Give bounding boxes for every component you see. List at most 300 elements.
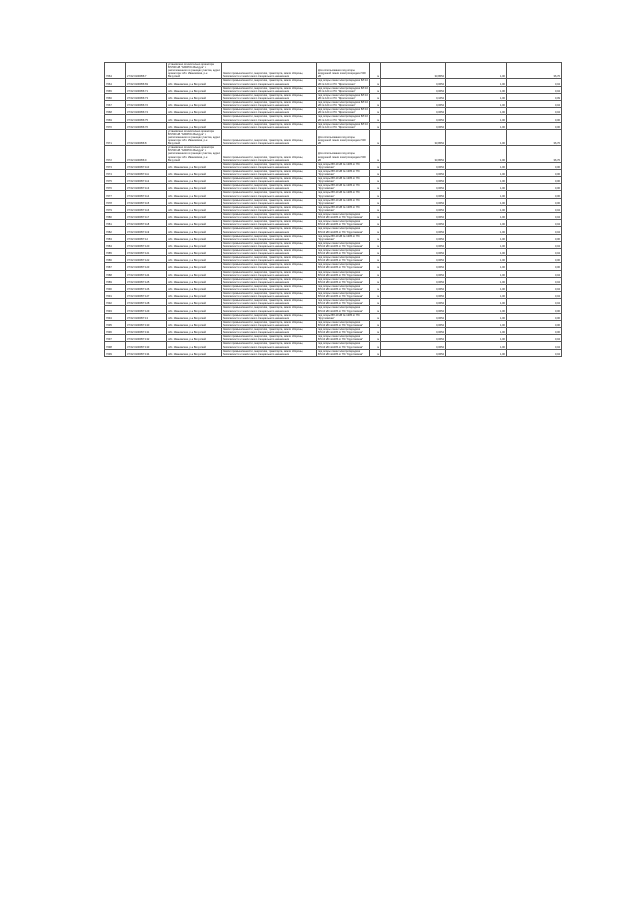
cell-cad: 37:02:0100957:116: [126, 205, 167, 212]
cell-purpose: под опоры линии электропередачи ВЛ 10 кВ № 124 от ПС "Ярополчская": [318, 86, 368, 93]
cell-purpose: под опоры линии электропередачи ВЛ-10 кВ №1205 от ПС "Кругловская": [317, 277, 370, 284]
cell-n: 7668: [105, 108, 126, 115]
table-row: [105, 205, 562, 212]
cell-n: 7681: [105, 220, 126, 227]
cell-use: Земли промышленности, энергетики, транспорта, земли обороны, безопасности и земли иного специального назначения: [222, 162, 317, 169]
cell-purpose: под опоры линии электропередачи ВЛ-10 кВ №1205 от ПС "Кругловская": [317, 349, 370, 356]
cell-loc: обл. Ивановская, р-н Вичугский: [167, 108, 222, 115]
cell-p2: 0,06: [507, 198, 562, 205]
cell-purpose: под опоры линии электропередачи ВЛ-10 кВ №1205 от ПС "Кругловская": [317, 342, 370, 349]
cell-p2: 0,06: [507, 234, 562, 241]
cell-area: 0,0654: [381, 198, 446, 205]
cell-purpose: под опоры линии электропередачи ВЛ-10 кВ №1205 от ПС "Кругловская": [317, 284, 370, 291]
cell-p1: 1,00: [446, 86, 507, 93]
cell-u: м: [370, 342, 381, 349]
cell-purpose: Для использования под опоры воздушной линии электропередачи 500 кВ: [317, 129, 370, 145]
cell-p1: 1,00: [446, 277, 507, 284]
cell-area: 0,0654: [381, 227, 446, 234]
cell-loc: обл. Ивановская, р-н Вичугский: [167, 328, 222, 335]
cell-n: 7679: [105, 205, 126, 212]
cell-loc: установлено относительно ориентира ВЛ-500 кВ "ХАБРОС-Валдуга" г. расположенного в границах участка, адрес ориентира: обл. Ивановская, р-н Вичугский: [168, 146, 221, 162]
cell-use: Земли промышленности, энергетики, транспорта, земли обороны, безопасности и земли иного специального назначения: [222, 313, 317, 320]
cell-cad: 37:02:0100956:76: [126, 122, 167, 129]
cell-u: м: [370, 205, 381, 212]
cell-p1: 1,00: [446, 122, 507, 129]
cell-p1: 1,00: [446, 205, 507, 212]
cell-p1: 1,00: [446, 270, 507, 277]
cell-area: 0,0654: [381, 241, 446, 248]
cell-n: 7676: [105, 184, 126, 191]
cell-n: 7674: [105, 169, 126, 176]
cell-n: 7696: [105, 328, 126, 335]
cell-area: 0,0654: [381, 115, 446, 122]
table-row: [105, 162, 562, 169]
cell-use: Земли промышленности, энергетики, транспорта, земли обороны, безопасности и земли иного специального назначения: [222, 248, 317, 255]
cell-purpose: под опоры ВЛ-10 кВ № 1205 от ПС "Кругловская": [317, 313, 370, 320]
cell-area: 0,0654: [381, 335, 446, 342]
cell-cad: 37:02:0100957:125: [126, 277, 167, 284]
cell-cad: 37:02:0100957:112: [126, 177, 167, 184]
cell-u: м: [370, 292, 381, 299]
cell-purpose: под опоры линии электропередачи ВЛ-10 кВ №1205 от ПС "Кругловская": [317, 270, 370, 277]
cell-cad: 37:02:0100957:123: [126, 263, 167, 270]
cell-p2: 0,04: [507, 342, 562, 349]
cell-u: м: [370, 108, 381, 115]
table-row: [105, 320, 562, 327]
cell-loc: обл. Ивановская, р-н Вичугский: [167, 162, 222, 169]
cell-p1: 1,00: [446, 234, 507, 241]
cell-p2: 0,04: [507, 277, 562, 284]
cell-n: 7686: [105, 256, 126, 263]
cell-area: 0,1654: [381, 93, 446, 100]
cell-area: 0,0654: [381, 284, 446, 291]
cell-use: Земли промышленности, энергетики, транспорта, земли обороны, безопасности и земли иного специального назначения: [222, 108, 317, 115]
cell-n: 7667: [105, 101, 126, 108]
cell-p1: 1,00: [446, 256, 507, 263]
cell-p1: 1,00: [446, 335, 507, 342]
cell-use: Земли промышленности, энергетики, транспорта, земли обороны, безопасности и земли иного специального назначения: [222, 349, 317, 356]
cell-cad: 37:02:0100957:114: [126, 191, 167, 198]
cell-purpose: под опоры ВЛ-10 кВ № 1205 от ПС "Кругловская": [317, 177, 370, 184]
cell-p1: 1,00: [446, 93, 507, 100]
cell-use: Земли промышленности, энергетики, транспорта, земли обороны, безопасности и земли иного специального назначения: [222, 241, 317, 248]
cell-loc: обл. Ивановская, р-н Вичугский: [167, 93, 222, 100]
cell-area: 0,0654: [381, 122, 446, 129]
table-row: [105, 169, 562, 176]
cell-p2: 0,04: [507, 270, 562, 277]
cell-area: 33,8654: [381, 129, 446, 145]
cell-cad: 37:02:0100957:132: [126, 335, 167, 342]
cell-p1: 1,00: [446, 108, 507, 115]
cell-loc: обл. Ивановская, р-н Вичугский: [167, 101, 222, 108]
cell-cad: 37:02:0100957:121: [126, 248, 167, 255]
cell-n: 7690: [105, 284, 126, 291]
cell-p1: 1,00: [446, 184, 507, 191]
cell-n: 7665: [105, 86, 126, 93]
cell-purpose: под опоры линии электропередачи ВЛ-10 кВ №1205 от ПС "Кругловская": [317, 299, 370, 306]
cell-n: 7693: [105, 306, 126, 313]
cell-p1: 1,00: [446, 263, 507, 270]
cell-loc: обл. Ивановская, р-н Вичугский: [167, 205, 222, 212]
cell-cad: 37:02:0100957:122: [126, 256, 167, 263]
cell-loc: обл. Ивановская, р-н Вичугский: [167, 241, 222, 248]
cell-use: Земли промышленности, энергетики, транспорта, земли обороны, безопасности и земли иного специального назначения: [222, 191, 317, 198]
cell-loc: обл. Ивановская, р-н Вичугский: [167, 313, 222, 320]
cell-n: 7684: [105, 241, 126, 248]
cell-area: 0,0654: [381, 313, 446, 320]
cell-p1: 1,00: [446, 101, 507, 108]
cell-area: 0,0654: [381, 213, 446, 220]
cell-u: м: [370, 93, 381, 100]
cell-n: 7673: [105, 162, 126, 169]
cell-u: м: [370, 256, 381, 263]
cell-u: м: [370, 79, 381, 86]
cell-cad: 37:02:0100957:118: [126, 220, 167, 227]
cell-u: м: [370, 349, 381, 356]
cell-loc: обл. Ивановская, р-н Вичугский: [167, 349, 222, 356]
cell-u: м: [370, 169, 381, 176]
cell-loc: обл. Ивановская, р-н Вичугский: [167, 169, 222, 176]
cell-u: м: [370, 146, 381, 162]
cell-area: 0,0654: [381, 101, 446, 108]
cell-purpose: под опоры линии электропередачи ВЛ-10 кВ №1205 от ПС "Кругловская": [317, 241, 370, 248]
cell-loc: обл. Ивановская, р-н Вичугский: [167, 284, 222, 291]
cell-loc: обл. Ивановская, р-н Вичугский: [167, 270, 222, 277]
cell-use: Земли промышленности, энергетики, транспорта, земли обороны, безопасности и земли иного специального назначения: [222, 306, 317, 313]
cell-purpose: под опоры линии электропередачи ВЛ-10 кВ №1205 от ПС "Кругловская": [317, 306, 370, 313]
cell-n: 7692: [105, 299, 126, 306]
cell-loc: обл. Ивановская, р-н Вичугский: [167, 184, 222, 191]
cell-cad: 37:02:0100956:72: [126, 101, 167, 108]
cell-area: 0,0654: [381, 108, 446, 115]
cell-use: Земли промышленности, энергетики, транспорта, земли обороны, безопасности и земли иного специального назначения: [222, 79, 317, 86]
cell-area: 0,0654: [381, 263, 446, 270]
cell-use: Земли промышленности, энергетики, транспорта, земли обороны, безопасности и земли иного специального назначения: [222, 227, 317, 234]
cell-cad: 37:02:0100957:12: [126, 234, 167, 241]
cell-area: 0,0654: [381, 342, 446, 349]
cell-u: м: [370, 63, 381, 79]
cell-purpose: Для использования под опоры воздушной линии электропередачи 500 кВ: [317, 63, 370, 79]
cell-n: 7664: [105, 63, 126, 79]
cell-p1: 1,00: [446, 169, 507, 176]
cell-use: Земли промышленности, энергетики, транспорта, земли обороны, безопасности и земли иного специального назначения: [222, 213, 317, 220]
cell-use: Земли промышленности, энергетики, транспорта, земли обороны, безопасности и земли иного специального назначения: [222, 299, 317, 306]
cell-purpose: под опоры ВЛ-10 кВ № 1205 от ПС "Кругловская": [317, 234, 370, 241]
cell-u: м: [370, 328, 381, 335]
cell-p2: 36,76: [507, 129, 562, 145]
cell-cad: 37:02:0100956:9: [126, 146, 167, 162]
cell-cad: 37:02:0100957:126: [126, 284, 167, 291]
cell-use: Земли промышленности, энергетики, транспорта, земли обороны, безопасности и земли иного специального назначения: [222, 205, 317, 212]
cell-purpose: под опоры линии электропередачи ВЛ 10 кВ № 124 от ПС "Ярополчская": [318, 79, 368, 86]
cell-use: Земли промышленности, энергетики, транспорта, земли обороны, безопасности и земли иного специального назначения: [222, 270, 317, 277]
cell-u: м: [370, 320, 381, 327]
cell-loc: обл. Ивановская, р-н Вичугский: [167, 220, 222, 227]
cell-p1: 1,00: [446, 162, 507, 169]
cell-purpose: Для использования под опоры воздушной линии электропередачи 500 кВ: [317, 146, 370, 162]
cell-purpose: под опоры линии электропередачи ВЛ 10 кВ № 124 от ПС "Ярополчская": [318, 122, 368, 129]
cell-purpose: под опоры линии электропередачи ВЛ-10 кВ №1205 от ПС "Кругловская": [317, 248, 370, 255]
cell-n: 7697: [105, 335, 126, 342]
table-row: [105, 191, 562, 198]
cell-use: Земли промышленности, энергетики, транспорта, земли обороны, безопасности и земли иного специального назначения: [222, 146, 317, 162]
cell-purpose: под опоры линии электропередачи ВЛ-10 кВ №1205 от ПС "Кругловская": [317, 256, 370, 263]
cell-cad: 37:02:0100957:124: [126, 270, 167, 277]
cell-u: м: [370, 227, 381, 234]
cell-p1: 1,00: [446, 115, 507, 122]
cell-cad: 37:02:0100957:120: [126, 241, 167, 248]
cell-p1: 1,00: [446, 342, 507, 349]
cell-p2: 0,06: [507, 256, 562, 263]
table-row: [105, 146, 562, 162]
cell-p2: 0,04: [507, 299, 562, 306]
cell-cad: 27:02:0100956:7: [126, 63, 167, 79]
cell-area: 0,0654: [381, 306, 446, 313]
cell-use: Земли промышленности, энергетики, транспорта, земли обороны, безопасности и земли иного специального назначения: [222, 320, 317, 327]
table-row: [105, 177, 562, 184]
cell-area: 33,8654: [381, 63, 446, 79]
cell-loc: обл. Ивановская, р-н Вичугский: [167, 320, 222, 327]
cell-purpose: под опоры линии электропередачи ВЛ-10 кВ №1205 от ПС "Кругловская": [317, 227, 370, 234]
cell-loc: обл. Ивановская, р-н Вичугский: [167, 234, 222, 241]
cell-p1: 1,00: [446, 129, 507, 145]
cell-u: м: [370, 234, 381, 241]
cell-loc: обл. Ивановская, р-н Вичугский: [167, 122, 222, 129]
cell-loc: обл. Ивановская, р-н Вичугский: [167, 342, 222, 349]
cell-u: м: [370, 184, 381, 191]
cell-loc: обл. Ивановская, р-н Вичугский: [167, 306, 222, 313]
cell-cad: 37:02:0100957:13: [126, 313, 167, 320]
cell-u: м: [370, 277, 381, 284]
table-row: [105, 328, 562, 335]
cell-loc: обл. Ивановская, р-н Вичугский: [167, 86, 222, 93]
table-row: [105, 86, 562, 93]
cell-n: 7680: [105, 213, 126, 220]
cell-p2: 0,04: [507, 101, 562, 108]
cell-n: 7683: [105, 234, 126, 241]
cell-n: 7694: [105, 313, 126, 320]
cell-u: м: [370, 129, 381, 145]
cell-u: м: [370, 162, 381, 169]
cell-p1: 1,00: [446, 177, 507, 184]
cell-p1: 1,00: [446, 79, 507, 86]
cell-use: Земли промышленности, энергетики, транспорта, земли обороны, безопасности и земли иного специального назначения: [222, 122, 317, 129]
cell-p1: 1,00: [446, 320, 507, 327]
cell-loc: обл. Ивановская, р-н Вичугский: [167, 79, 222, 86]
cell-p2: 0,04: [507, 220, 562, 227]
cell-p2: 0,06: [507, 320, 562, 327]
cell-u: м: [370, 86, 381, 93]
cell-u: м: [370, 248, 381, 255]
table-row: [105, 248, 562, 255]
cell-area: 0,0654: [381, 191, 446, 198]
table-row: [105, 108, 562, 115]
cell-use: Земли промышленности, энергетики, транспорта, земли обороны, безопасности и земли иного специального назначения: [222, 177, 317, 184]
cell-u: м: [370, 270, 381, 277]
cell-use: Земли промышленности, энергетики, транспорта, земли обороны, безопасности и земли иного специального назначения: [222, 234, 317, 241]
cell-n: 7688: [105, 270, 126, 277]
cell-u: м: [370, 213, 381, 220]
cell-cad: 37:02:0100957:111: [126, 169, 167, 176]
cell-area: 0,0654: [381, 277, 446, 284]
cell-p2: 0,06: [507, 162, 562, 169]
cell-cad: 37:02:0100957:119: [126, 227, 167, 234]
table-row: [105, 227, 562, 234]
cell-use: Земли промышленности, энергетики, транспорта, земли обороны, безопасности и земли иного специального назначения: [222, 292, 317, 299]
table-row: [105, 277, 562, 284]
cell-p2: 0,04: [507, 205, 562, 212]
cell-area: 0,0654: [381, 328, 446, 335]
table-row: [105, 93, 562, 100]
table-row: [105, 299, 562, 306]
cell-p2: 0,06: [507, 115, 562, 122]
cell-n: 7695: [105, 320, 126, 327]
table-row: [105, 115, 562, 122]
table-row: [105, 234, 562, 241]
cell-p2: 0,06: [507, 191, 562, 198]
cell-cad: 37:02:0100957:134: [126, 349, 167, 356]
cell-p1: 1,00: [446, 213, 507, 220]
cell-use: Земли промышленности, энергетики, транспорта, земли обороны, безопасности и земли иного специального назначения: [222, 328, 317, 335]
cell-area: 0,0654: [381, 349, 446, 356]
cell-u: м: [370, 115, 381, 122]
cell-p2: 0,04: [507, 86, 562, 93]
cell-p2: 0,06: [507, 328, 562, 335]
cell-p2: 0,04: [507, 284, 562, 291]
cell-p1: 1,00: [446, 191, 507, 198]
cell-area: 0,0654: [381, 256, 446, 263]
cell-purpose: под опоры линии электропередачи ВЛ 10 кВ № 124 от ПС "Ярополчская": [318, 101, 368, 108]
cell-loc: обл. Ивановская, р-н Вичугский: [167, 335, 222, 342]
cell-loc: обл. Ивановская, р-н Вичугский: [167, 115, 222, 122]
cell-use: Земли промышленности, энергетики, транспорта, земли обороны, безопасности и земли иного специального назначения: [222, 198, 317, 205]
cell-n: 7678: [105, 198, 126, 205]
cell-area: 0,0654: [381, 248, 446, 255]
cell-p1: 1,00: [446, 227, 507, 234]
cell-loc: обл. Ивановская, р-н Вичугский: [167, 213, 222, 220]
cell-cad: 37:02:0100956:8: [126, 129, 167, 145]
cell-loc: обл. Ивановская, р-н Вичугский: [167, 263, 222, 270]
cell-purpose: под опоры ВЛ-10 кВ № 1205 от ПС "Кругловская": [317, 205, 370, 212]
cell-area: 0,0654: [381, 79, 446, 86]
cell-n: 7669: [105, 115, 126, 122]
cell-p2: 0,04: [507, 108, 562, 115]
cell-p1: 1,00: [446, 63, 507, 79]
cell-u: м: [370, 263, 381, 270]
cell-cad: 37:02:0100956:71: [126, 86, 167, 93]
cell-area: 0,0654: [381, 184, 446, 191]
table-row: [105, 241, 562, 248]
cell-p2: 36,76: [507, 146, 562, 162]
cell-loc: установлено относительно ориентира ВЛ-500 кВ "ХАБРОС-Валдуга" г. расположенного в границах участка, адрес ориентира: обл. Ивановская, р-н Вичугский: [168, 63, 221, 79]
cell-purpose: под опоры линии электропередачи ВЛ-10 кВ №1205 от ПС "Кругловская": [317, 213, 370, 220]
land-register-table: [104, 62, 562, 357]
cell-purpose: под опоры ВЛ-10 кВ № 1205 от ПС "Кругловская": [317, 191, 370, 198]
cell-n: 7670: [105, 122, 126, 129]
table-row: [105, 184, 562, 191]
cell-n: 7664: [105, 79, 126, 86]
cell-area: 0,0654: [381, 292, 446, 299]
table-row: [105, 129, 562, 145]
cell-loc: обл. Ивановская, р-н Вичугский: [167, 177, 222, 184]
table-row: [105, 198, 562, 205]
table-row: [105, 292, 562, 299]
cell-p1: 1,00: [446, 284, 507, 291]
cell-use: Земли промышленности, энергетики, транспорта, земли обороны, безопасности и земли иного специального назначения: [222, 115, 317, 122]
cell-loc: обл. Ивановская, р-н Вичугский: [167, 191, 222, 198]
cell-area: 0,0654: [381, 299, 446, 306]
cell-loc: обл. Ивановская, р-н Вичугский: [167, 227, 222, 234]
table-row: [105, 270, 562, 277]
cell-u: м: [370, 335, 381, 342]
cell-area: 0,0654: [381, 220, 446, 227]
table-row: [105, 342, 562, 349]
cell-use: Земли промышленности, энергетики, транспорта, земли обороны, безопасности и земли иного специального назначения: [222, 93, 317, 100]
cell-p1: 1,00: [446, 248, 507, 255]
cell-purpose: под опоры линии электропередачи ВЛ-10 кВ №1205 от ПС "Кругловская": [317, 320, 370, 327]
cell-u: м: [370, 241, 381, 248]
cell-area: 0,0654: [381, 169, 446, 176]
table-row: [105, 263, 562, 270]
cell-u: м: [370, 284, 381, 291]
cell-u: м: [370, 306, 381, 313]
cell-purpose: под опоры линии электропередачи ВЛ 10 кВ № 124 от ПС "Ярополчская": [318, 93, 368, 100]
table-row: [105, 101, 562, 108]
cell-cad: 37:02:0100956:74: [126, 108, 167, 115]
cell-p2: 0,06: [507, 177, 562, 184]
cell-loc: обл. Ивановская, р-н Вичугский: [167, 198, 222, 205]
cell-p1: 1,00: [446, 241, 507, 248]
table-row: [105, 63, 562, 79]
cell-n: 7689: [105, 277, 126, 284]
cell-p2: 0,06: [507, 313, 562, 320]
cell-u: м: [370, 220, 381, 227]
cell-use: Земли промышленности, энергетики, транспорта, земли обороны, безопасности и земли иного специального назначения: [222, 169, 317, 176]
cell-cad: 37:02:0100957:117: [126, 213, 167, 220]
table-row: [105, 313, 562, 320]
cell-purpose: под опоры линии электропередачи ВЛ 10 кВ № 124 от ПС "Ярополчская": [318, 108, 368, 115]
cell-p2: 0,04: [507, 213, 562, 220]
cell-area: 0,0654: [381, 270, 446, 277]
cell-purpose: под опоры ВЛ-10 кВ № 1205 от ПС "Кругловская": [317, 162, 370, 169]
cell-u: м: [370, 191, 381, 198]
cell-purpose: под опоры линии электропередачи ВЛ-10 кВ №1205 от ПС "Кругловская": [317, 328, 370, 335]
cell-n: 7672: [105, 146, 126, 162]
cell-p2: 0,04: [507, 292, 562, 299]
table-row: [105, 335, 562, 342]
cell-use: Земли промышленности, энергетики, транспорта, земли обороны, безопасности и земли иного специального назначения: [222, 220, 317, 227]
cell-use: Земли промышленности, энергетики, транспорта, земли обороны, безопасности и земли иного специального назначения: [222, 129, 317, 145]
cell-n: 7675: [105, 177, 126, 184]
cell-cad: 37:02:0100957:128: [126, 299, 167, 306]
cell-u: м: [370, 313, 381, 320]
cell-u: м: [370, 299, 381, 306]
cell-loc: обл. Ивановская, р-н Вичугский: [167, 256, 222, 263]
cell-n: 7698: [105, 342, 126, 349]
cell-use: Земли промышленности, энергетики, транспорта, земли обороны, безопасности и земли иного специального назначения: [222, 284, 317, 291]
cell-cad: 37:02:0100957:129: [126, 306, 167, 313]
cell-p1: 1,00: [446, 220, 507, 227]
cell-purpose: под опоры ВЛ-10 кВ № 1205 от ПС "Кругловская": [317, 198, 370, 205]
cell-cad: 37:02:0100956:75: [126, 115, 167, 122]
cell-purpose: под опоры линии электропередачи ВЛ-10 кВ №1205 от ПС "Кругловская": [317, 335, 370, 342]
cell-n: 7677: [105, 191, 126, 198]
cell-p2: 0,04: [507, 241, 562, 248]
cell-n: 7682: [105, 227, 126, 234]
cell-p2: 0,04: [507, 349, 562, 356]
cell-use: Земли промышленности, энергетики, транспорта, земли обороны, безопасности и земли иного специального назначения: [222, 63, 317, 79]
cell-n: 7685: [105, 248, 126, 255]
